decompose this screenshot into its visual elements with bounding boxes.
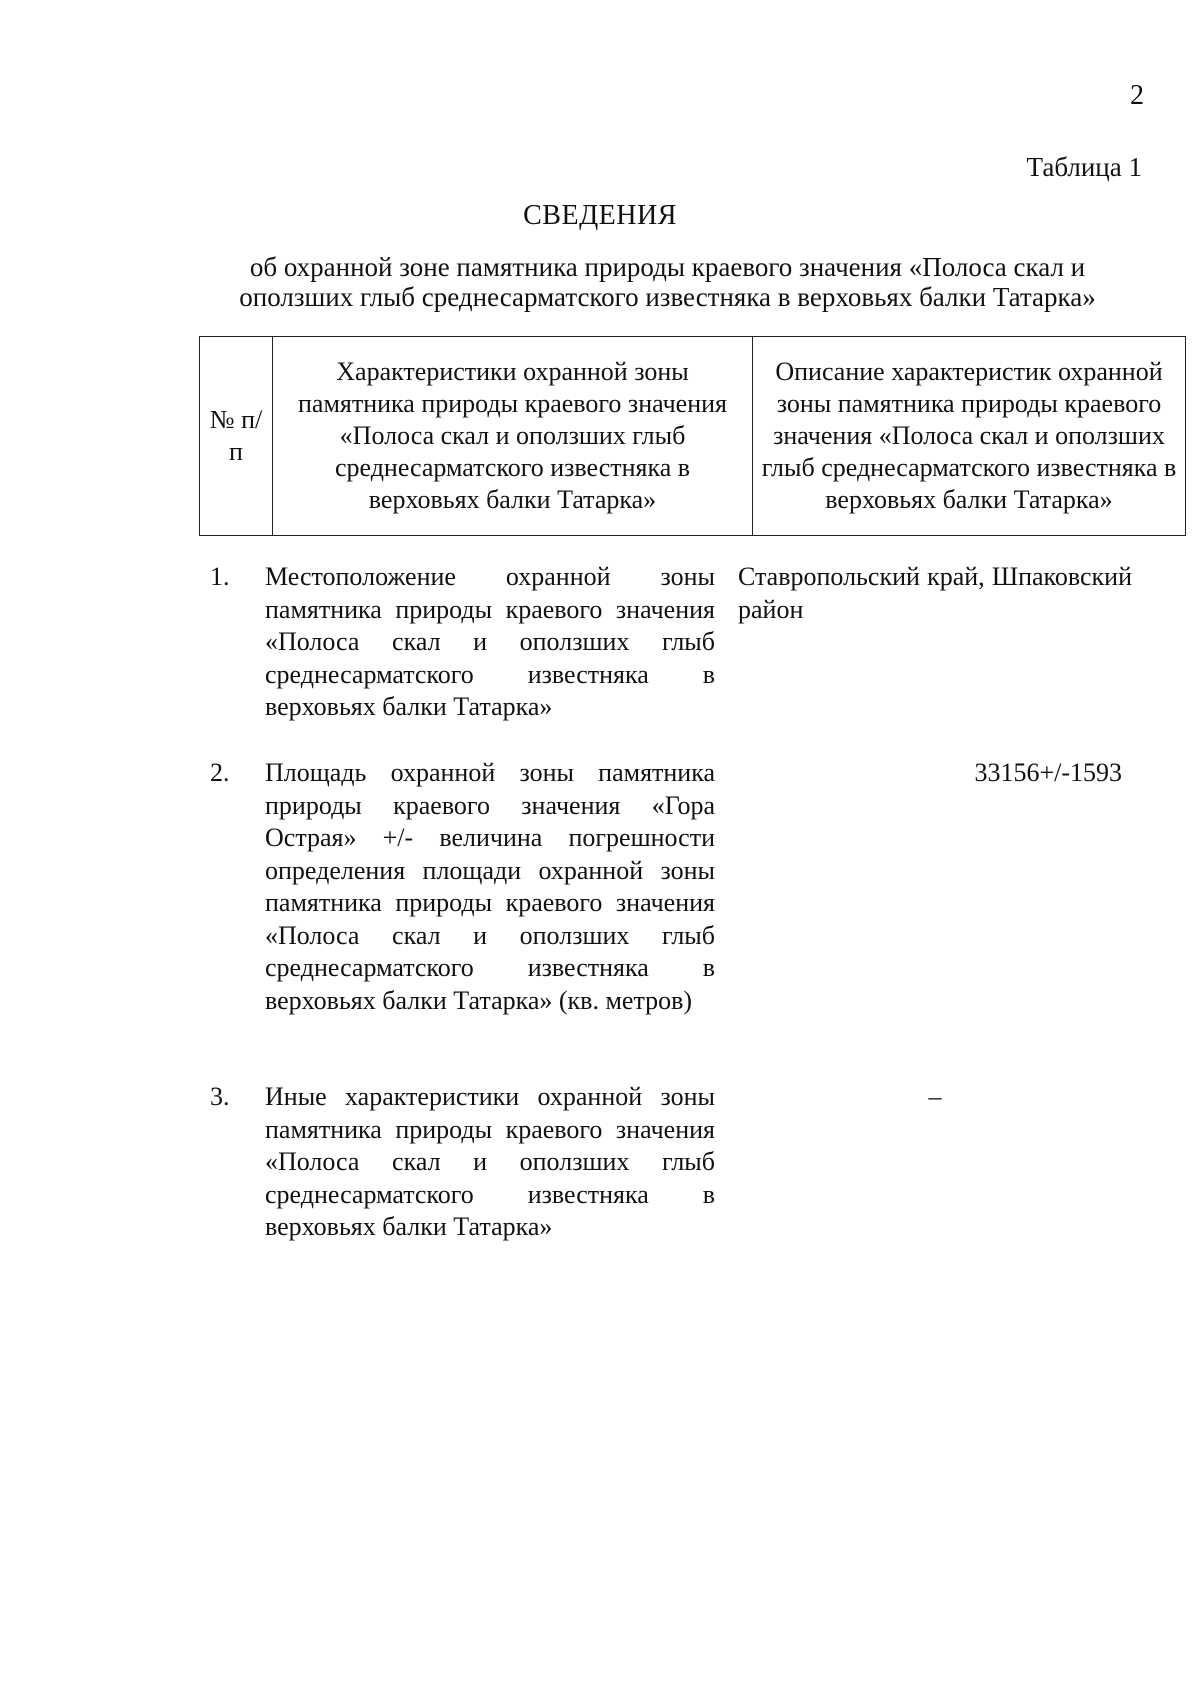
page-number: 2 xyxy=(1130,80,1144,111)
row-number: 1. xyxy=(210,562,230,591)
row-number: 3. xyxy=(210,1082,230,1111)
row-description: – xyxy=(928,1082,942,1111)
header-row xyxy=(200,337,1186,536)
table-header xyxy=(199,336,1186,536)
header-description: Описание характеристик охранной зоны памятника природы краевого значения «Полоса скал и оползших глыб среднесарматского известняка в верховьях балки Татарка» xyxy=(753,337,1186,536)
row-description: Ставропольский край, Шпаковский район xyxy=(738,562,1132,624)
table-label: Таблица 1 xyxy=(1026,152,1142,182)
row-characteristic: Иные характеристики охранной зоны памятника природы краевого значения «Полоса скал и оползших глыб среднесарматского известняка в верховьях балки Татарка» xyxy=(265,1082,715,1241)
header-number: № п/п xyxy=(200,337,273,536)
row-characteristic: Местоположение охранной зоны памятника природы краевого значения «Полоса скал и оползших глыб среднесарматского известняка в верховьях балки Татарка» xyxy=(265,562,715,721)
row-number: 2. xyxy=(210,758,230,787)
header-characteristic: Характеристики охранной зоны памятника природы краевого значения «Полоса скал и оползших глыб среднесарматского известняка в верховьях балки Татарка» xyxy=(273,337,753,536)
row-characteristic: Площадь охранной зоны памятника природы краевого значения «Гора Острая» +/- величина погрешности определения площади охранной зоны памятника природы краевого значения «Полоса скал и оползших глыб среднесарматского известняка в верховьях балки Татарка» (кв. метров) xyxy=(265,758,715,1015)
document-subtitle: об охранной зоне памятника природы краевого значения «Полоса скал и оползших глыб среднесарматского известняка в верховьях балки Татарка» xyxy=(239,252,1096,312)
row-description: 33156+/-1593 xyxy=(974,758,1122,787)
document-title: СВЕДЕНИЯ xyxy=(523,200,677,231)
